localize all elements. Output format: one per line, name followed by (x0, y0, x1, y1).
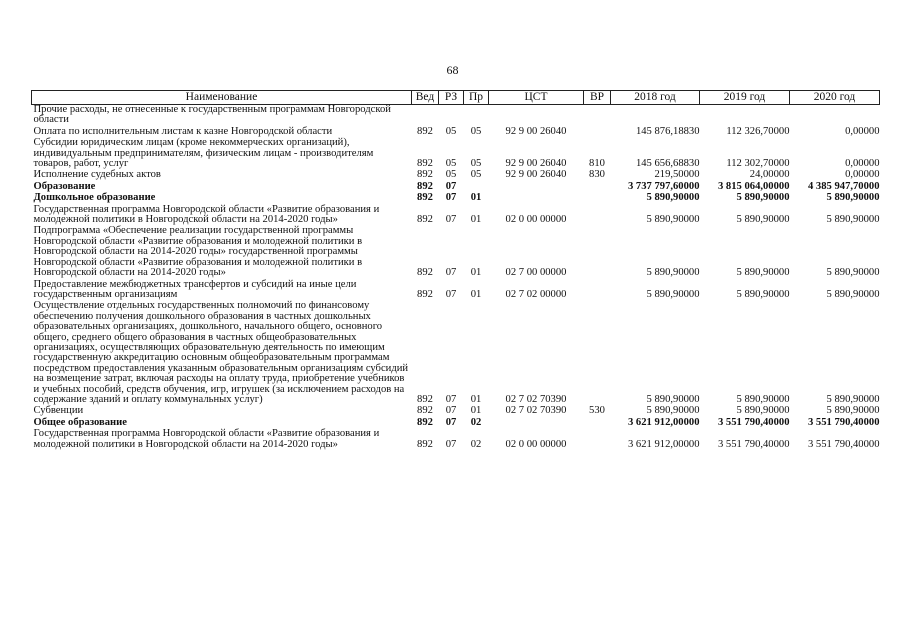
header-cst: ЦСТ (489, 91, 584, 105)
row-pr: 01 (470, 214, 482, 226)
row-ved: 892 (417, 180, 433, 192)
row-value-2018: 3 737 797,60000 (627, 180, 700, 192)
table-row (32, 429, 880, 451)
row-pr: 02 (470, 416, 482, 428)
row-cst: 02 0 00 00000 (505, 214, 567, 226)
row-value-2019 (700, 105, 790, 127)
header-vr: ВР (584, 91, 611, 105)
row-name: Осуществление отдельных государственных полномочий по финансовому обеспечению получения дошкольного образования в частных дошкольных образовательных организациях, дошкольного, начального общего, основного общего, среднего общего образования в частных общеобразовательных организациях, осуществляющих образовательную деятельность по имеющим государственную аккредитацию основным общеобразовательным программам посредством предоставления указанным образовательным организациям субсидий на возмещение затрат, включая расходы на оплату труда, приобретение учебников и учебных пособий, средств обучения, игр, игрушек (за исключением расходов на содержание зданий и оплату коммунальных услуг) (33, 300, 409, 405)
row-ved: 892 (417, 158, 433, 170)
row-value-2020: 0,00000 (845, 169, 880, 181)
row-rz: 07 (445, 393, 457, 405)
row-ved: 892 (417, 405, 433, 417)
row-ved: 892 (417, 416, 433, 428)
row-value-2020: 4 385 947,70000 (807, 180, 880, 192)
row-value-2020: 3 551 790,40000 (807, 416, 880, 428)
row-ved: 892 (417, 192, 433, 204)
row-value-2020: 5 890,90000 (826, 214, 880, 226)
row-value-2019: 5 890,90000 (736, 393, 790, 405)
row-rz: 05 (445, 158, 457, 170)
row-vr (584, 105, 611, 127)
row-value-2018: 5 890,90000 (646, 214, 700, 226)
row-value-2018: 219,50000 (654, 169, 700, 181)
table-header-row (32, 91, 880, 105)
row-name: Субвенции (33, 405, 84, 417)
row-value-2020: 5 890,90000 (826, 288, 880, 300)
row-value-2019: 24,00000 (749, 169, 790, 181)
row-cst (489, 105, 584, 127)
row-value-2018: 145 876,18830 (635, 125, 700, 137)
header-ved: Вед (412, 91, 439, 105)
row-rz: 07 (445, 214, 457, 226)
row-rz: 07 (445, 192, 457, 204)
row-cst (489, 418, 584, 429)
row-pr: 01 (470, 405, 482, 417)
row-name: Предоставление межбюджетных трансфертов и субсидий на иные цели государственным организациям (33, 278, 357, 300)
row-vr: 830 (589, 169, 605, 181)
table-row (32, 193, 880, 204)
row-cst: 02 7 02 70390 (505, 405, 567, 417)
row-value-2019: 3 551 790,40000 (717, 438, 790, 450)
row-value-2020: 5 890,90000 (826, 192, 880, 204)
row-value-2019: 3 551 790,40000 (717, 416, 790, 428)
row-value-2018: 3 621 912,00000 (627, 438, 700, 450)
row-value-2019: 112 326,70000 (726, 125, 790, 137)
row-ved: 892 (417, 438, 433, 450)
table-row (32, 138, 880, 170)
row-value-2018: 145 656,68830 (635, 158, 700, 170)
row-name: Государственная программа Новгородской области «Развитие образования и молодежной политики в Новгородской области на 2014-2020 годы» (33, 428, 380, 450)
row-vr (584, 205, 611, 227)
row-value-2018: 5 890,90000 (646, 192, 700, 204)
row-vr: 810 (589, 158, 605, 170)
header-2018: 2018 год (611, 91, 700, 105)
row-ved: 892 (417, 288, 433, 300)
row-value-2018: 5 890,90000 (646, 405, 700, 417)
row-name: Подпрограмма «Обеспечение реализации государственной программы Новгородской области «Развитие образования и молодежной политики в Новгородской области на 2014-2020 годы» государственной программы Новгородской области «Развитие образования и молодежной политики в Новгородской области на 2014-2020 годы» (33, 225, 363, 279)
row-value-2019: 5 890,90000 (736, 288, 790, 300)
row-pr: 05 (470, 158, 482, 170)
row-rz: 07 (445, 267, 457, 279)
row-rz (439, 105, 464, 127)
row-ved: 892 (417, 125, 433, 137)
row-ved (412, 105, 439, 127)
row-name: Субсидии юридическим лицам (кроме некоммерческих организаций), индивидуальным предпринимателям, физическим лицам - производителям товаров, работ, услуг (33, 137, 374, 170)
row-value-2019: 5 890,90000 (736, 267, 790, 279)
row-name: Общее образование (33, 416, 127, 428)
row-cst (489, 193, 584, 204)
row-cst: 02 7 02 70390 (505, 393, 567, 405)
row-value-2018: 5 890,90000 (646, 288, 700, 300)
table-row (32, 301, 880, 406)
row-name: Оплата по исполнительным листам к казне Новгородской области (33, 125, 333, 137)
row-cst: 92 9 00 26040 (505, 169, 567, 181)
row-value-2018: 3 621 912,00000 (627, 416, 700, 428)
row-value-2018: 5 890,90000 (646, 393, 700, 405)
row-vr (584, 429, 611, 451)
row-name: Исполнение судебных актов (33, 169, 161, 181)
row-value-2019: 112 302,70000 (726, 158, 790, 170)
row-rz: 05 (445, 125, 457, 137)
row-vr (584, 193, 611, 204)
row-rz: 07 (445, 405, 457, 417)
row-ved: 892 (417, 214, 433, 226)
row-value-2020: 5 890,90000 (826, 393, 880, 405)
row-value-2019: 5 890,90000 (736, 214, 790, 226)
row-pr: 01 (470, 267, 482, 279)
header-pr: Пр (464, 91, 489, 105)
row-cst: 02 0 00 00000 (505, 438, 567, 450)
row-vr (584, 280, 611, 302)
header-rz: РЗ (439, 91, 464, 105)
row-value-2020 (790, 105, 880, 127)
row-pr (464, 105, 489, 127)
row-cst: 02 7 02 00000 (505, 288, 567, 300)
row-value-2020: 3 551 790,40000 (807, 438, 880, 450)
row-ved: 892 (417, 393, 433, 405)
row-name: Государственная программа Новгородской области «Развитие образования и молодежной политики в Новгородской области на 2014-2020 годы» (33, 203, 380, 226)
row-pr: 05 (470, 169, 482, 181)
row-vr (584, 226, 611, 279)
row-name: Дошкольное образование (33, 192, 156, 204)
row-rz: 07 (445, 288, 457, 300)
table-row (32, 105, 880, 127)
row-value-2020: 5 890,90000 (826, 267, 880, 279)
row-rz: 07 (445, 416, 457, 428)
row-rz: 07 (445, 438, 457, 450)
row-value-2019: 3 815 064,00000 (717, 180, 790, 192)
row-value-2020: 5 890,90000 (826, 405, 880, 417)
row-name: Образование (33, 180, 96, 192)
row-ved: 892 (417, 169, 433, 181)
row-vr: 530 (589, 405, 605, 417)
row-cst (489, 182, 584, 193)
page-number: 68 (446, 63, 459, 77)
row-value-2020: 0,00000 (845, 158, 880, 170)
row-rz: 05 (445, 169, 457, 181)
row-pr: 01 (470, 393, 482, 405)
row-rz: 07 (445, 180, 457, 192)
row-cst: 02 7 00 00000 (505, 267, 567, 279)
table-row (32, 205, 880, 227)
row-cst: 92 9 00 26040 (505, 158, 567, 170)
row-pr: 05 (470, 125, 482, 137)
table-row (32, 280, 880, 302)
row-value-2018 (611, 105, 700, 127)
row-vr (584, 182, 611, 193)
row-ved: 892 (417, 267, 433, 279)
row-value-2019: 5 890,90000 (736, 405, 790, 417)
table-row (32, 226, 880, 279)
row-cst: 92 9 00 26040 (505, 125, 567, 137)
row-value-2018: 5 890,90000 (646, 267, 700, 279)
row-value-2019: 5 890,90000 (736, 192, 790, 204)
row-pr: 02 (470, 438, 482, 450)
row-vr (584, 418, 611, 429)
budget-table (31, 90, 880, 451)
row-value-2020: 0,00000 (845, 125, 880, 137)
row-pr: 01 (470, 288, 482, 300)
header-name: Наименование (32, 91, 412, 105)
row-vr (584, 127, 611, 138)
row-name: Прочие расходы, не отнесенные к государственным программам Новгородской области (33, 104, 391, 126)
row-pr: 01 (470, 192, 482, 204)
row-vr (584, 301, 611, 406)
header-2020: 2020 год (790, 91, 880, 105)
header-2019: 2019 год (700, 91, 790, 105)
